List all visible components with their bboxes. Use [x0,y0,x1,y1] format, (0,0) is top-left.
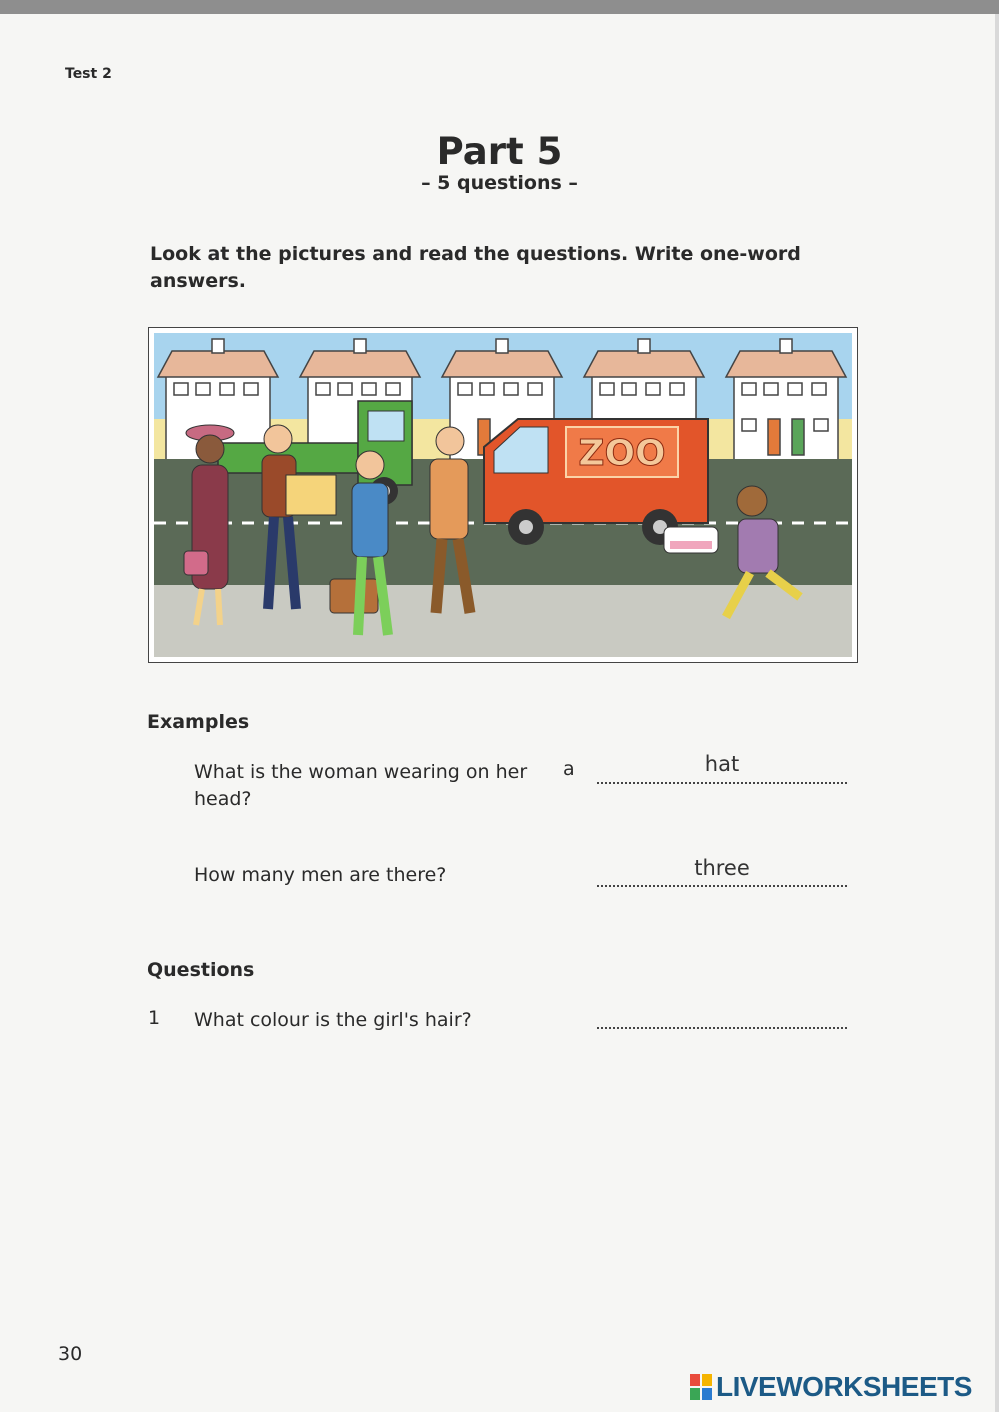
liveworksheets-logo-icon [690,1374,712,1400]
page-subtitle: – 5 questions – [421,172,578,194]
questions-heading: Questions [147,959,255,981]
examples-heading: Examples [147,711,250,733]
scan-top-edge [0,0,999,14]
question-1: What colour is the girl's hair? [194,1009,472,1031]
question-1-answer-field[interactable] [597,1027,847,1029]
example-question-2: How many men are there? [194,864,447,886]
page-number: 30 [58,1343,83,1365]
scan-right-edge [995,14,999,1412]
answer-line [597,885,847,887]
van-sign-text: ZOO [578,433,666,474]
test-label: Test 2 [65,66,112,82]
question-number: 1 [148,1007,161,1029]
street-scene-illustration [148,327,858,663]
brand-text: LIVEWORKSHEETS [716,1371,972,1402]
instructions: Look at the pictures and read the questions. Write one-word answers. [150,243,801,292]
example-question-1: What is the woman wearing on her head? [194,761,528,810]
example-answer-prefix: a [563,758,575,780]
liveworksheets-brand [690,1372,972,1402]
example-answer-2: three [694,856,750,880]
page-title: Part 5 [436,130,563,173]
answer-line [597,782,847,784]
example-answer-1: hat [704,752,740,776]
